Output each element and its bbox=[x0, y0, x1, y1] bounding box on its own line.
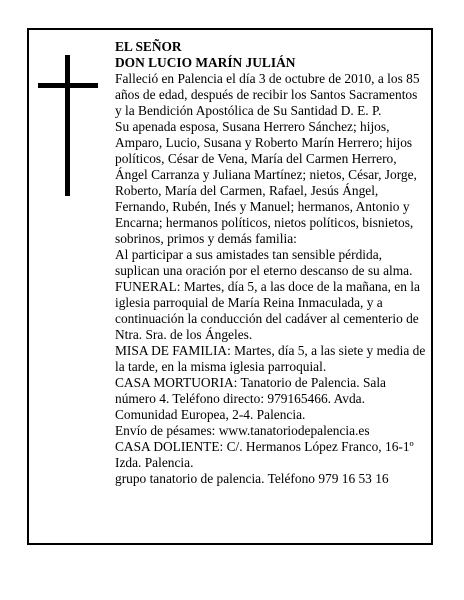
family-home-address: CASA DOLIENTE: C/. Hermanos López Franco, 16-1º Izda. Palencia. bbox=[115, 439, 414, 470]
funeral-info: FUNERAL: Martes, día 5, a las doce de la mañana, en la iglesia parroquial de María Reina Inmaculada, y a continuación la conducción del cadáver al cementerio de Ntra. Sra. de los Ángeles. bbox=[115, 279, 420, 342]
prayer-request: Al participar a sus amistades tan sensible pérdida, suplican una oración por el eterno descanso de su alma. bbox=[115, 247, 413, 278]
obituary-text bbox=[115, 39, 427, 487]
family-mass-info: MISA DE FAMILIA: Martes, día 5, a las siete y media de la tarde, en la misma iglesia parroquial. bbox=[115, 343, 426, 374]
title-line-1: EL SEÑOR bbox=[115, 39, 182, 54]
deceased-name: DON LUCIO MARÍN JULIÁN bbox=[115, 55, 296, 70]
cross-icon-horizontal-bar bbox=[38, 83, 98, 88]
condolences-website: Envío de pésames: www.tanatoriodepalencia.es bbox=[115, 423, 370, 438]
cross-icon-vertical-bar bbox=[65, 55, 70, 196]
mortuary-info: CASA MORTUORIA: Tanatorio de Palencia. Sala número 4. Teléfono directo: 979165466. Avda. Comunidad Europea, 2-4. Palencia. bbox=[115, 375, 386, 422]
funeral-home-phone: grupo tanatorio de palencia. Teléfono 979 16 53 16 bbox=[115, 471, 389, 486]
death-announcement: Falleció en Palencia el día 3 de octubre de 2010, a los 85 años de edad, después de recibir los Santos Sacramentos y la Bendición Apostólica de Su Santidad D. E. P. bbox=[115, 71, 420, 118]
family-list: Su apenada esposa, Susana Herrero Sánchez; hijos, Amparo, Lucio, Susana y Roberto Marín Herrero; hijos políticos, César de Vena, María del Carmen Herrero, Ángel Carranza y Juliana Martínez; nietos, César, Jorge, Roberto, María del Carmen, Rafael, Jesús Ángel, Fernando, Rubén, Inés y Manuel; hermanos, Antonio y Encarna; hermanos políticos, nietos políticos, bisnietos, sobrinos, primos y demás familia: bbox=[115, 119, 417, 246]
